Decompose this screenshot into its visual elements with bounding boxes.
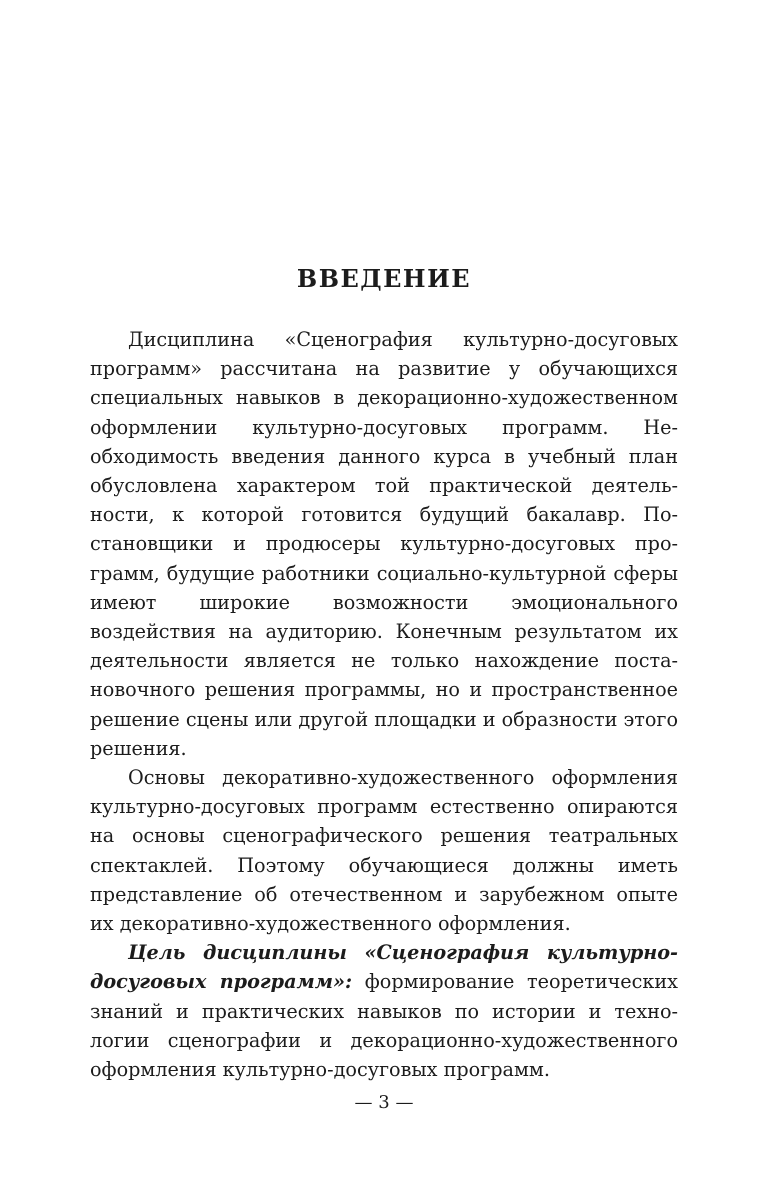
paragraph-3 <box>90 938 678 1084</box>
body-text <box>90 325 678 1084</box>
paragraph-2: Основы декоративно-художественного оформления культурно-досуговых программ естественно опираются на основы сценографического решения театральных спектаклей. Поэтому обучающиеся должны иметь представление об отечественном и зарубежном опыте их декоративно-художественного оформления. <box>90 766 678 936</box>
chapter-heading: ВВЕДЕНИЕ <box>296 264 472 293</box>
page-number: — 3 — <box>354 1092 414 1113</box>
course-goal-text: формирование теоретических знаний и практических навыков по истории и технологии сценографии и декорационно-художественного оформления культурно-досуговых программ. <box>90 970 678 1082</box>
paragraph-1: Дисциплина «Сценография культурно-досуговых программ» рассчитана на развитие у обучающихся специальных навыков в декорационно-художественном оформлении культурно-досуговых программ. Необходимость введения данного курса в учебный план обусловлена характером той практической деятельности, к которой готовится будущий бакалавр. Постановщики и продюсеры культурно-досуговых программ, будущие работники социально-культурной сферы имеют широкие возможности эмоционального воздействия на аудиторию. Конечным результатом их деятельности является не только нахождение постановочного решения программы, но и пространственное решение сцены или другой площадки и образности этого решения. <box>90 328 678 760</box>
course-goal-label: Цель дисциплины «Сценография культурно-досуговых программ»: <box>90 941 678 994</box>
